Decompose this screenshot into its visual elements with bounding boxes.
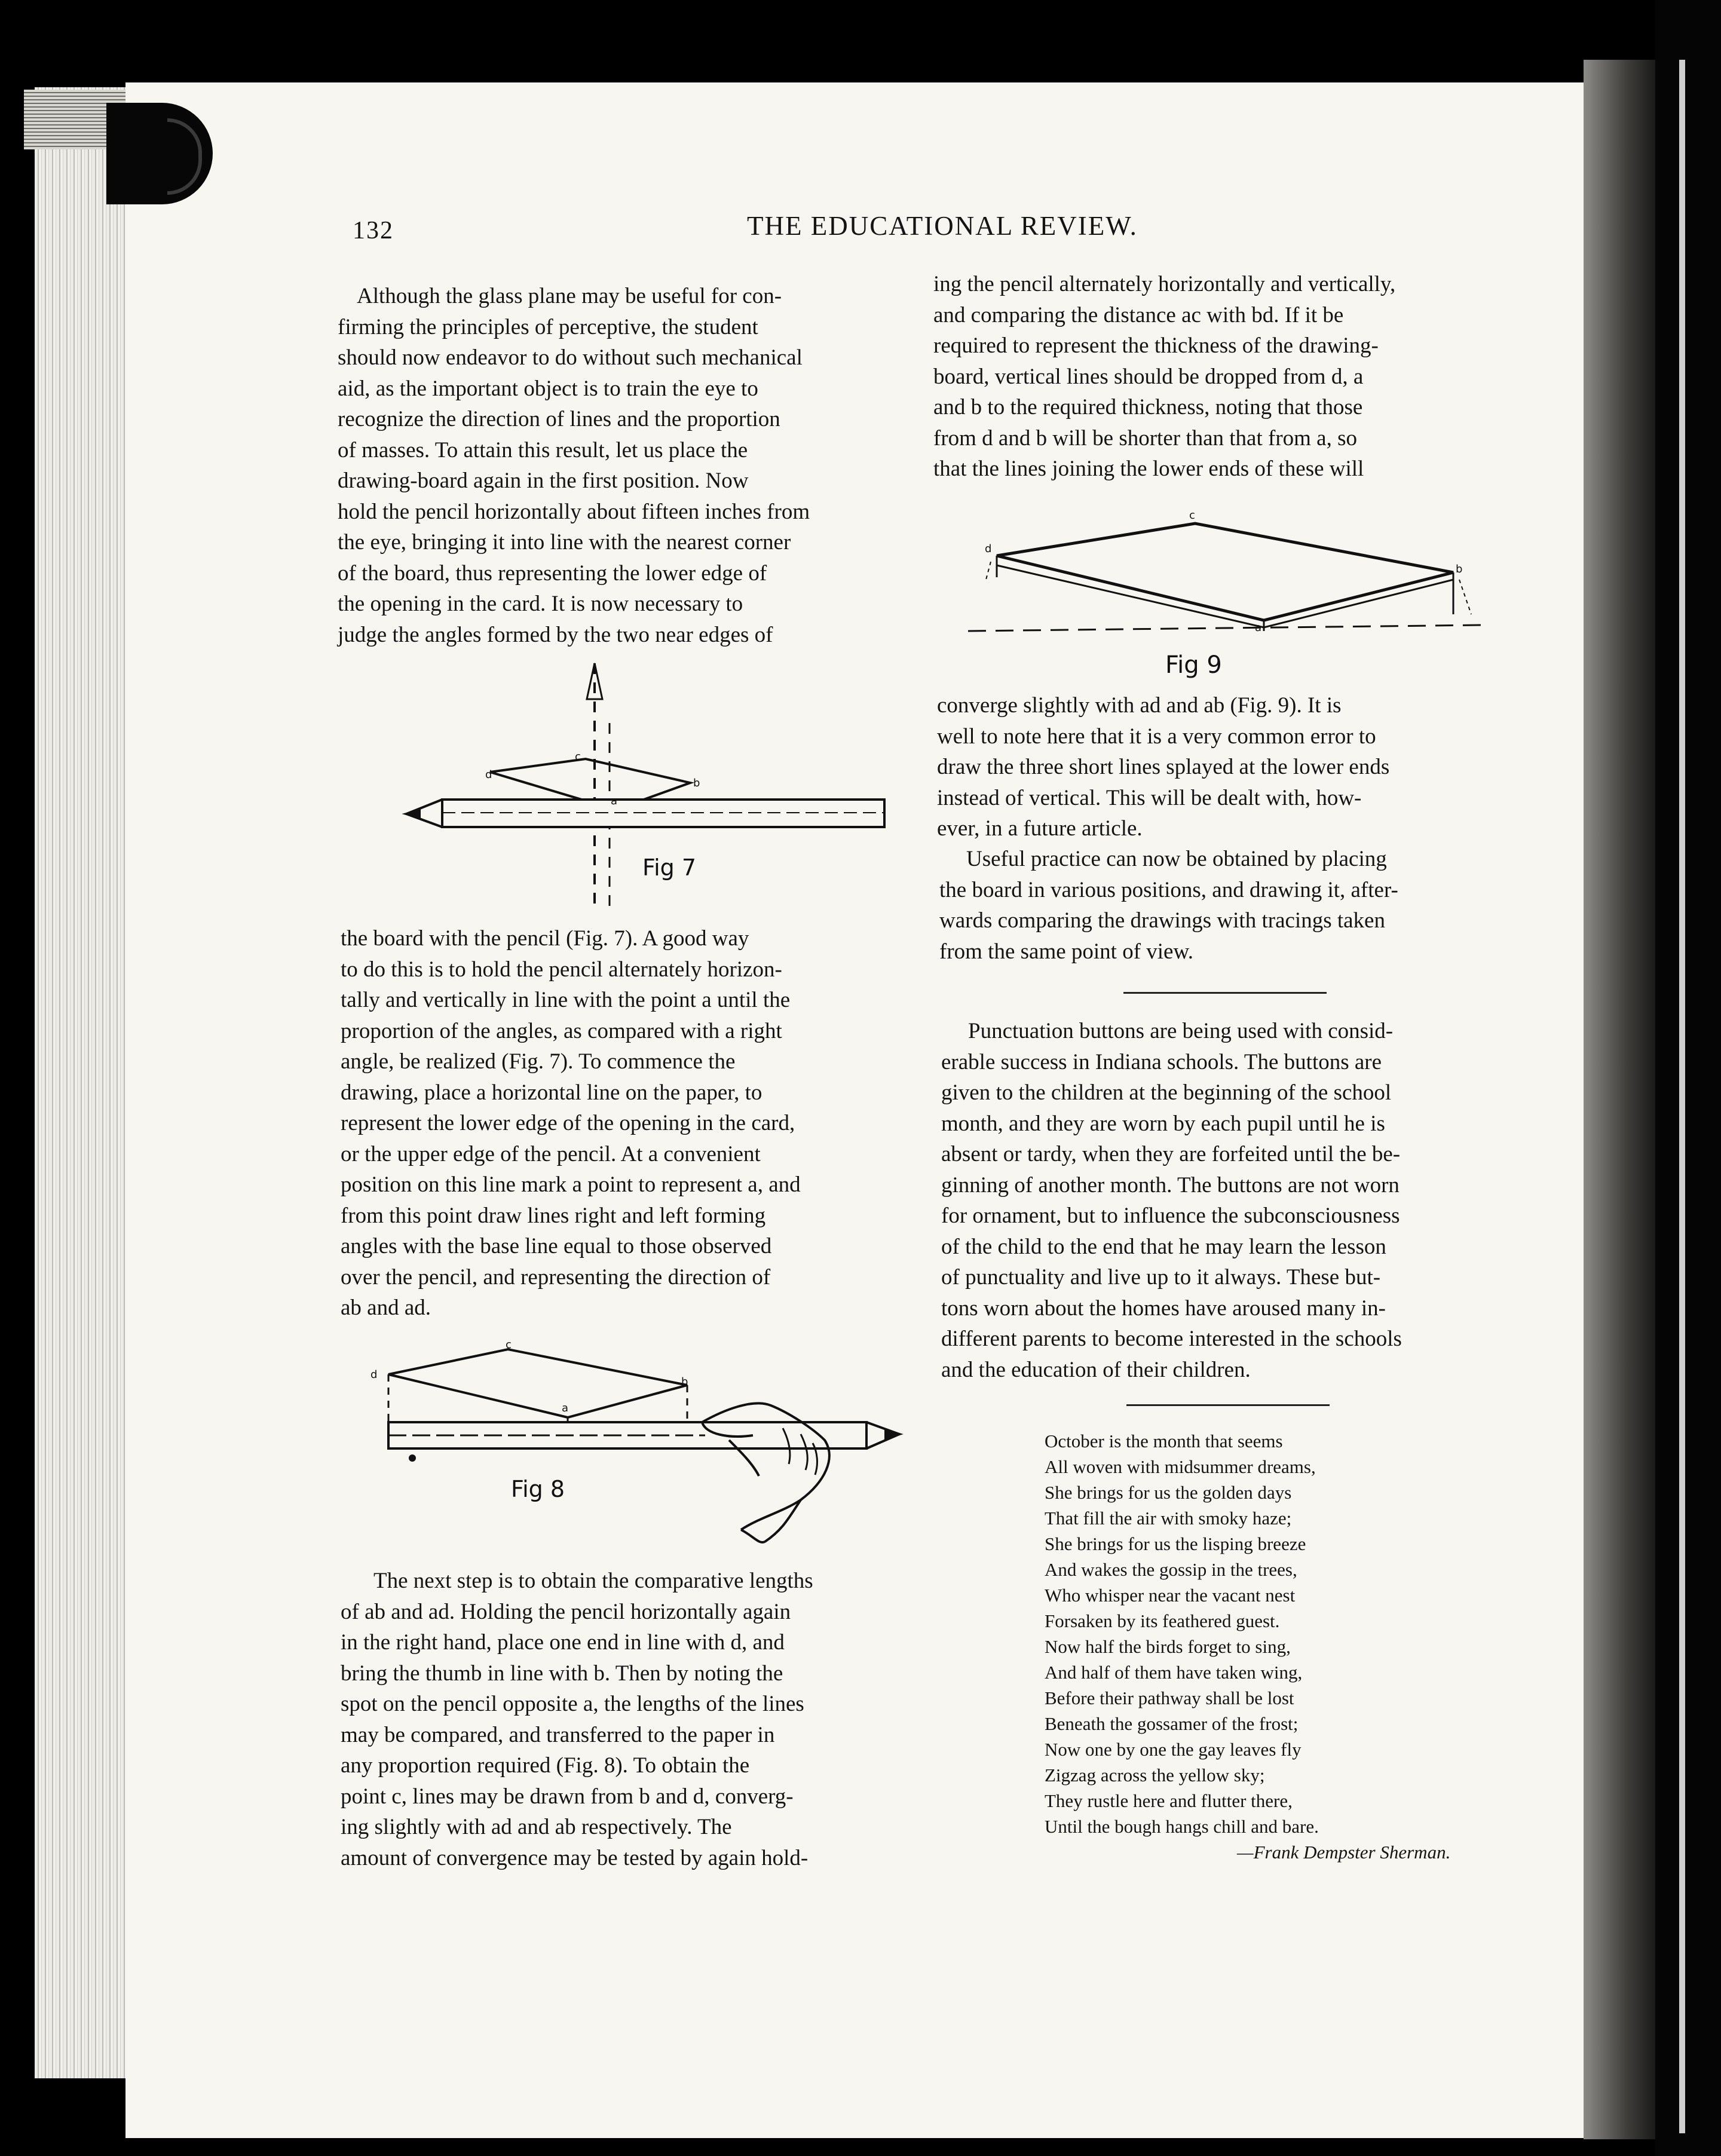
text-line: amount of convergence may be tested by again hold- [341,1845,809,1870]
poem-line: That fill the air with smoky haze; [1045,1508,1292,1529]
poem-line: Before their pathway shall be lost [1045,1688,1294,1708]
text-line: spot on the pencil opposite a, the lengths of the lines [341,1692,804,1716]
text-line: given to the children at the beginning of the school [941,1080,1392,1105]
left-column-bottom [341,1566,920,1873]
text-line: month, and they are worn by each pupil until he is [941,1111,1385,1136]
text-line: angles with the base line equal to those observed [341,1234,772,1258]
text-line: proportion of the angles, as compared with a right [341,1018,782,1043]
fig8-point-d: d [370,1368,378,1381]
text-line: of masses. To attain this result, let us place the [338,437,748,463]
fig9-label: Fig 9 [1165,651,1222,679]
text-line: Useful practice can now be obtained by placing [966,847,1387,871]
text-line: that the lines joining the lower ends of these will [933,457,1364,481]
fig7-label: Fig 7 [642,855,697,881]
text-line: should now endeavor to do without such mechanical [338,345,803,370]
text-line: ing slightly with ad and ab respectively. The [341,1815,732,1839]
right-column-top [933,269,1513,485]
fig9-point-d: d [985,543,992,555]
text-line: tons worn about the homes have aroused many in- [941,1296,1386,1321]
left-column-middle [341,923,905,1324]
fig8-point-a: a [562,1402,569,1414]
text-line: of the board, thus representing the lower edge of [338,561,767,586]
poem-line: Until the bough hangs chill and bare. [1045,1816,1319,1837]
fig9-point-c: c [1189,509,1195,522]
text-line: drawing, place a horizontal line on the paper, to [341,1080,762,1105]
text-line: draw the three short lines splayed at the lower ends [937,755,1390,779]
text-line: the eye, bringing it into line with the nearest corner [338,530,791,555]
text-line: judge the angles formed by the two near edges of [338,622,773,647]
poem-line: Now one by one the gay leaves fly [1045,1739,1302,1760]
text-line: any proportion required (Fig. 8). To obtain the [341,1753,750,1778]
poem-line: Zigzag across the yellow sky; [1045,1765,1265,1786]
text-line: of ab and ad. Holding the pencil horizontally again [341,1599,791,1624]
poem-line: And wakes the gossip in the trees, [1045,1559,1297,1580]
poem-line: Now half the birds forget to sing, [1045,1636,1291,1657]
text-line: of the child to the end that he may learn the lesson [941,1234,1386,1259]
poem-line: October is the month that seems [1045,1431,1283,1451]
fig8-label: Fig 8 [511,1476,565,1502]
poem [1045,1428,1319,1839]
text-line: different parents to become interested in the schools [941,1327,1402,1351]
text-line: ginning of another month. The buttons are not worn [941,1172,1400,1198]
text-line: wards comparing the drawings with tracings taken [939,908,1385,933]
poem-line: Who whisper near the vacant nest [1045,1585,1296,1606]
text-line: represent the lower edge of the opening in the card, [341,1111,795,1135]
poem-line: Forsaken by its feathered guest. [1045,1610,1280,1631]
left-column-top [338,281,902,650]
text-line: angle, be realized (Fig. 7). To commence the [341,1049,736,1074]
fig7-point-d: d [485,768,492,781]
text-line: from this point draw lines right and left forming [341,1203,766,1228]
text-line: firming the principles of perceptive, the student [338,314,758,339]
fig8-point-c: c [506,1339,512,1351]
text-line: instead of vertical. This will be dealt with, how- [937,785,1362,810]
poem-line: All woven with midsummer dreams, [1045,1456,1316,1477]
text-line: the board with the pencil (Fig. 7). A good way [341,926,749,951]
poem-line: Beneath the gossamer of the frost; [1045,1713,1299,1734]
text-line: The next step is to obtain the comparative lengths [373,1569,813,1593]
fig7-point-a: a [611,795,618,807]
text-line: and b to the required thickness, noting that those [933,395,1363,419]
text-line: and the education of their children. [941,1357,1251,1382]
text-line: the board in various positions, and drawing it, after- [939,877,1398,902]
section-divider [1126,1404,1330,1406]
text-line: the opening in the card. It is now necessary to [338,592,743,616]
page-number: 132 [353,217,394,244]
fig9-point-b: b [1456,563,1463,575]
text-line: Although the glass plane may be useful for con- [357,284,782,308]
text-line: well to note here that it is a very common error to [937,724,1376,749]
right-column-punctuation [941,1016,1518,1385]
poem-line: And half of them have taken wing, [1045,1662,1303,1683]
text-line: aid, as the important object is to train the eye to [338,376,758,401]
text-line: required to represent the thickness of the drawing- [933,333,1379,358]
right-column-middle [937,690,1517,844]
text-line: absent or tardy, when they are forfeited until the be- [941,1142,1401,1166]
text-line: tally and vertically in line with the point a until the [341,988,791,1012]
fig8-point-b: b [681,1376,688,1388]
figure-7 [394,657,872,920]
text-line: position on this line mark a point to represent a, and [341,1172,801,1197]
text-line: from d and b will be shorter than that from a, so [933,425,1357,451]
poem-signature: —Frank Dempster Sherman. [1237,1842,1451,1863]
text-line: from the same point of view. [939,939,1194,964]
running-title: THE EDUCATIONAL REVIEW. [747,211,1138,241]
text-line: or the upper edge of the pencil. At a convenient [341,1141,761,1166]
text-line: bring the thumb in line with b. Then by noting the [341,1661,783,1686]
poem-line: They rustle here and flutter there, [1045,1790,1293,1811]
text-line: Punctuation buttons are being used with consid- [968,1019,1394,1043]
figure-8 [370,1339,908,1554]
text-line: in the right hand, place one end in line with d, and [341,1630,785,1655]
scan-border-right [1655,0,1721,2156]
text-line: to do this is to hold the pencil alternately horizon- [341,957,782,982]
text-line: erable success in Indiana schools. The buttons are [941,1049,1382,1074]
text-line: for ornament, but to influence the subconsciousness [941,1203,1400,1228]
figure-9 [968,514,1494,657]
text-line: converge slightly with ad and ab (Fig. 9). It is [937,693,1342,718]
fig7-point-b: b [693,777,700,789]
fig7-point-c: c [575,751,581,763]
text-line: hold the pencil horizontally about fifteen inches from [338,499,810,524]
text-line: recognize the direction of lines and the proportion [338,407,780,431]
text-line: point c, lines may be drawn from b and d, converg- [341,1784,794,1809]
section-divider [1123,992,1327,994]
text-line: of punctuality and live up to it always. These but- [941,1265,1381,1290]
text-line: board, vertical lines should be dropped from d, a [933,364,1364,389]
text-line: may be compared, and transferred to the paper in [341,1722,775,1747]
text-line: ever, in a future article. [937,816,1143,841]
text-line: ing the pencil alternately horizontally and vertically, [933,272,1396,296]
scan-border-line [1679,60,1685,2133]
book-gutter [1584,60,1655,2139]
poem-line: She brings for us the lisping breeze [1045,1533,1306,1554]
right-column-practice [939,844,1516,967]
text-line: drawing-board again in the first position. Now [338,468,749,493]
poem-line: She brings for us the golden days [1045,1482,1292,1503]
text-line: over the pencil, and representing the direction of [341,1264,771,1290]
page-stack-edges [35,87,130,2078]
fig9-point-a: a [1255,621,1262,634]
text-line: and comparing the distance ac with bd. If it be [933,302,1344,327]
text-line: ab and ad. [341,1296,431,1320]
